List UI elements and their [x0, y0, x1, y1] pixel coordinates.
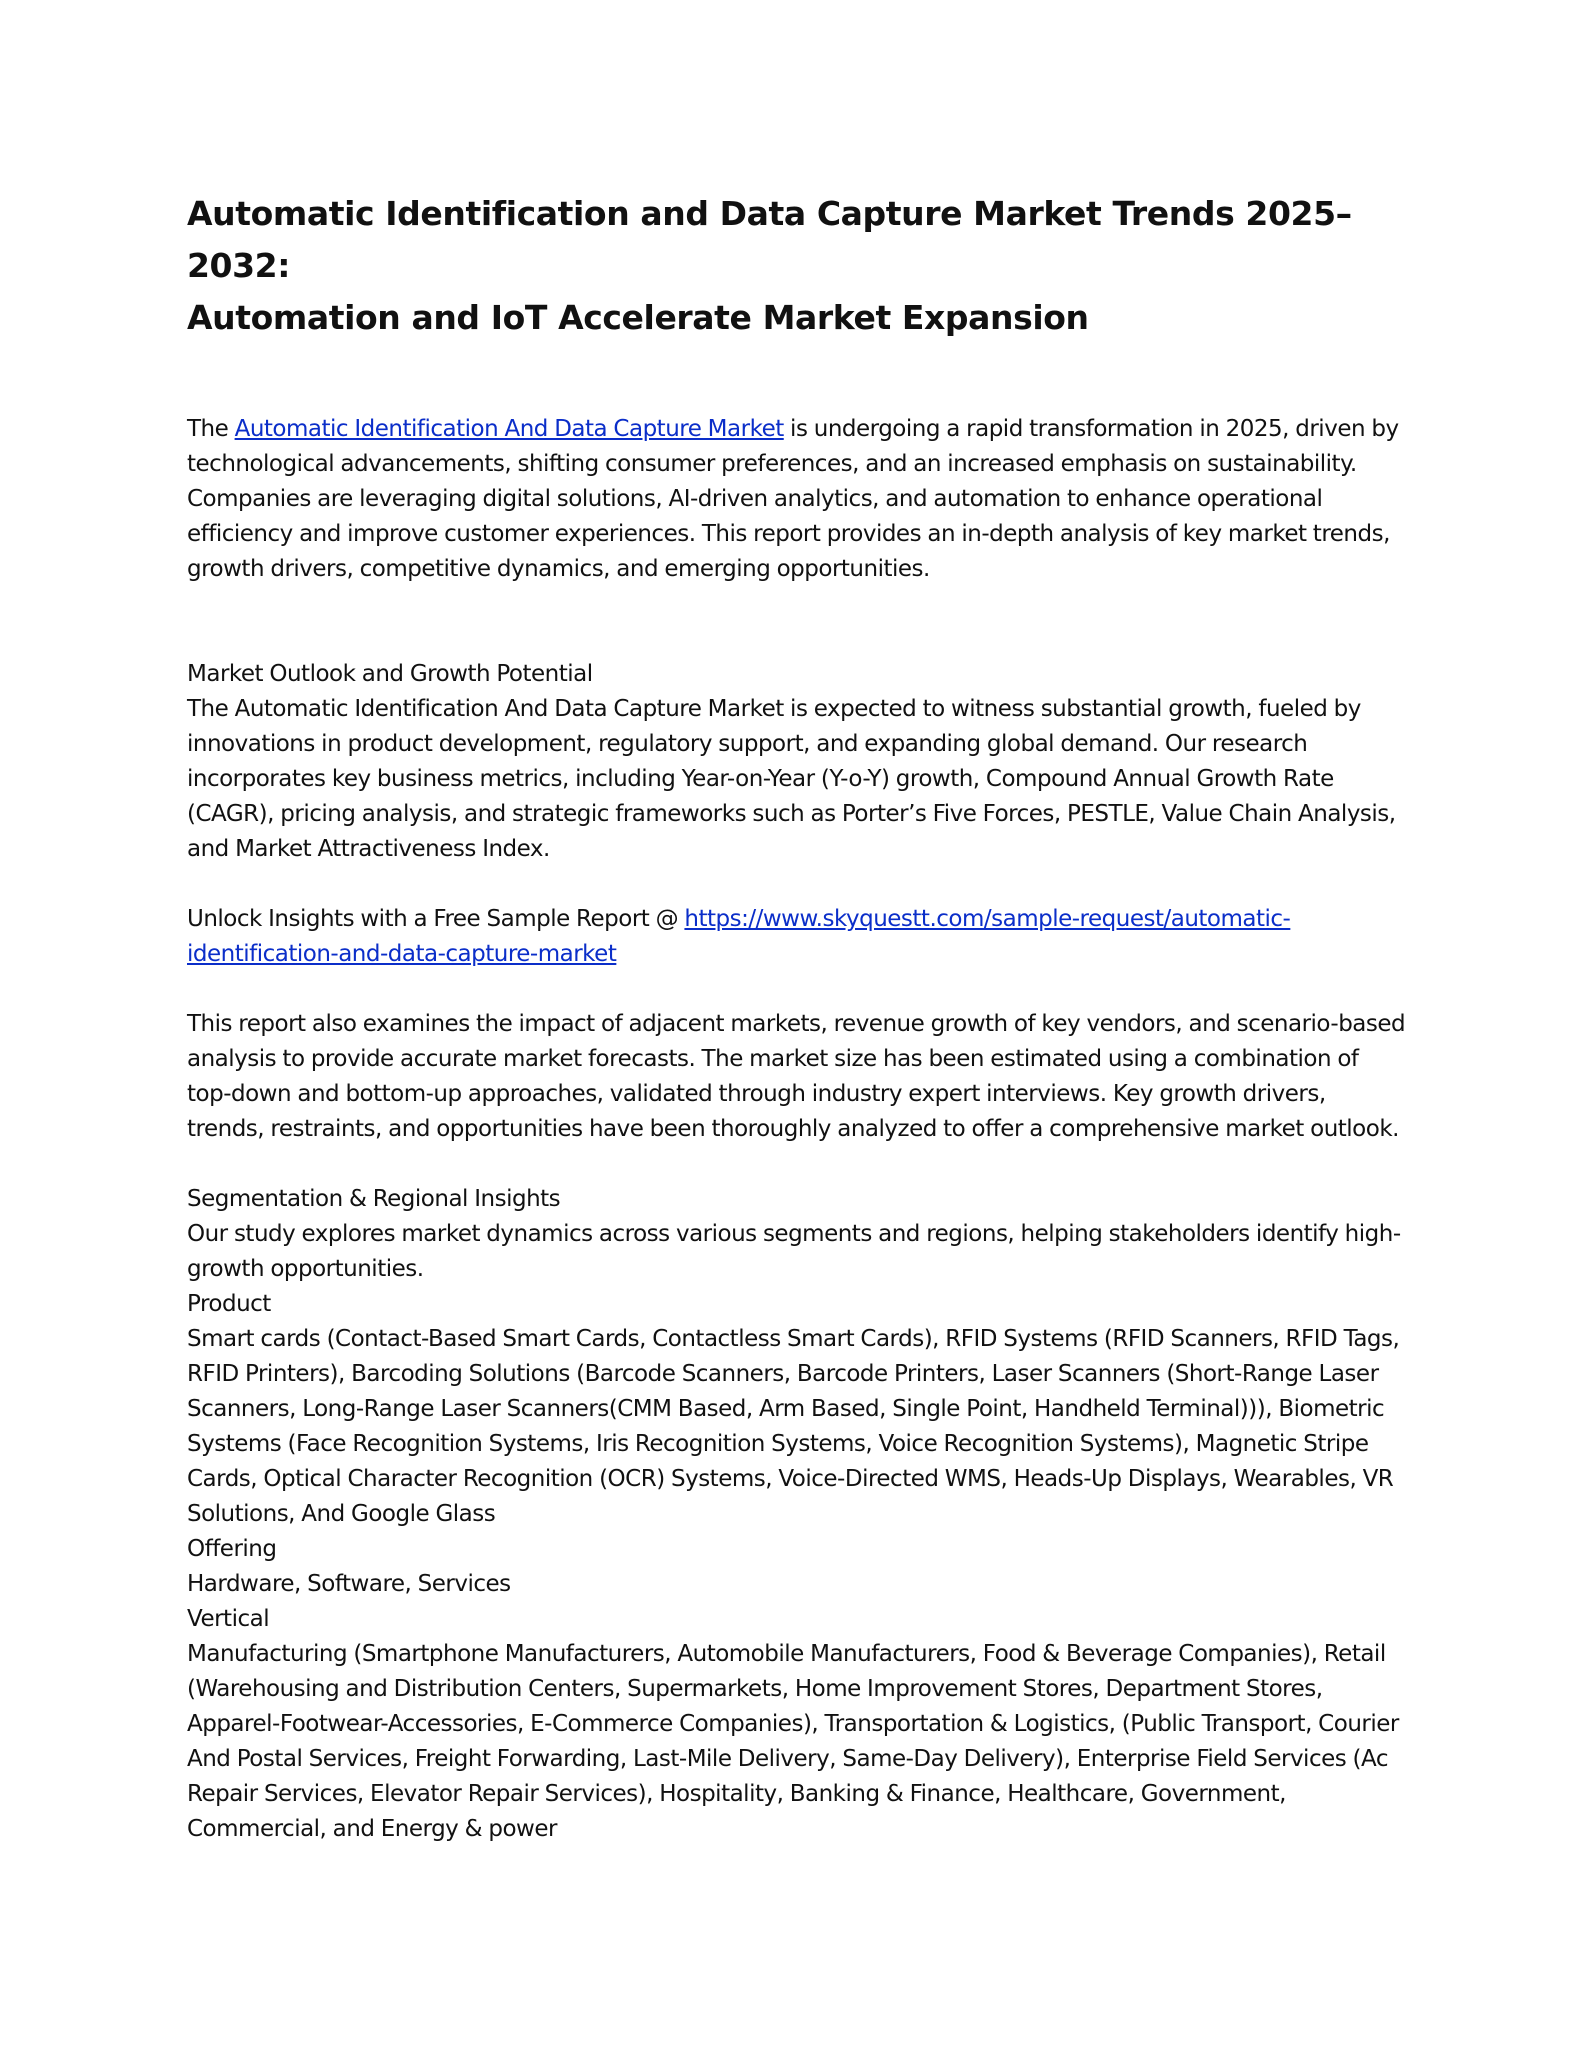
intro-prefix: The [187, 416, 235, 442]
outlook-heading: Market Outlook and Growth Potential [187, 661, 593, 687]
product-heading: Product [187, 1291, 271, 1317]
title-line-2: Automation and IoT Accelerate Market Expansion [187, 298, 1089, 337]
intro-paragraph [187, 412, 1407, 587]
product-body: Smart cards (Contact-Based Smart Cards, Contactless Smart Cards), RFID Systems (RFID Scanners, RFID Tags, RFID Printers), Barcoding Solutions (Barcode Scanners, Barcode Printers, Laser Scanners (Short-Range Laser Scanners, Long-Range Laser Scanners(CMM Based, Arm Based, Single Point, Handheld Terminal))), Biometric Systems (Face Recognition Systems, Iris Recognition Systems, Voice Recognition Systems), Magnetic Stripe Cards, Optical Character Recognition (OCR) Systems, Voice-Directed WMS, Heads-Up Displays, Wearables, VR Solutions, And Google Glass [187, 1326, 1400, 1527]
vertical-body: Manufacturing (Smartphone Manufacturers, Automobile Manufacturers, Food & Beverage Companies), Retail (Warehousing and Distribution Centers, Supermarkets, Home Improvement Stores, Department Stores, Apparel-Footwear-Accessories, E-Commerce Companies), Transportation & Logistics, (Public Transport, Courier And Postal Services, Freight Forwarding, Last-Mile Delivery, Same-Day Delivery), Enterprise Field Services (Ac Repair Services, Elevator Repair Services), Hospitality, Banking & Finance, Healthcare, Government, Commercial, and Energy & power [187, 1641, 1399, 1842]
segmentation-intro: Our study explores market dynamics across various segments and regions, helping stakeholders identify high-growth opportunities. [187, 1221, 1401, 1282]
market-link[interactable]: Automatic Identification And Data Capture Market [234, 416, 784, 442]
offering-body: Hardware, Software, Services [187, 1571, 511, 1597]
segmentation-section [187, 1182, 1407, 1847]
sample-prefix: Unlock Insights with a Free Sample Report @ [187, 906, 685, 932]
intro-suffix: is undergoing a rapid transformation in 2025, driven by technological advancements, shifting consumer preferences, and an increased emphasis on sustainability. Companies are leveraging digital solutions, AI-driven analytics, and automation to enhance operational efficiency and improve customer experiences. This report provides an in-depth analysis of key market trends, growth drivers, competitive dynamics, and emerging opportunities. [187, 416, 1399, 582]
document-title [187, 188, 1407, 344]
sample-paragraph [187, 902, 1407, 972]
document-page [187, 188, 1407, 1847]
outlook-section [187, 657, 1407, 867]
vertical-heading: Vertical [187, 1606, 270, 1632]
offering-heading: Offering [187, 1536, 277, 1562]
sample-report-link[interactable]: https://www.skyquestt.com/sample-request/automatic-identification-and-data-capture-market [187, 906, 1291, 967]
title-line-1: Automatic Identification and Data Capture Market Trends 2025–2032: [187, 194, 1352, 285]
outlook-body: The Automatic Identification And Data Capture Market is expected to witness substantial growth, fueled by innovations in product development, regulatory support, and expanding global demand. Our research incorporates key business metrics, including Year-on-Year (Y-o-Y) growth, Compound Annual Growth Rate (CAGR), pricing analysis, and strategic frameworks such as Porter’s Five Forces, PESTLE, Value Chain Analysis, and Market Attractiveness Index. [187, 696, 1396, 862]
segmentation-heading: Segmentation & Regional Insights [187, 1186, 561, 1212]
adjacent-markets-paragraph: This report also examines the impact of adjacent markets, revenue growth of key vendors, and scenario-based analysis to provide accurate market forecasts. The market size has been estimated using a combination of top-down and bottom-up approaches, validated through industry expert interviews. Key growth drivers, trends, restraints, and opportunities have been thoroughly analyzed to offer a comprehensive market outlook. [187, 1011, 1406, 1142]
